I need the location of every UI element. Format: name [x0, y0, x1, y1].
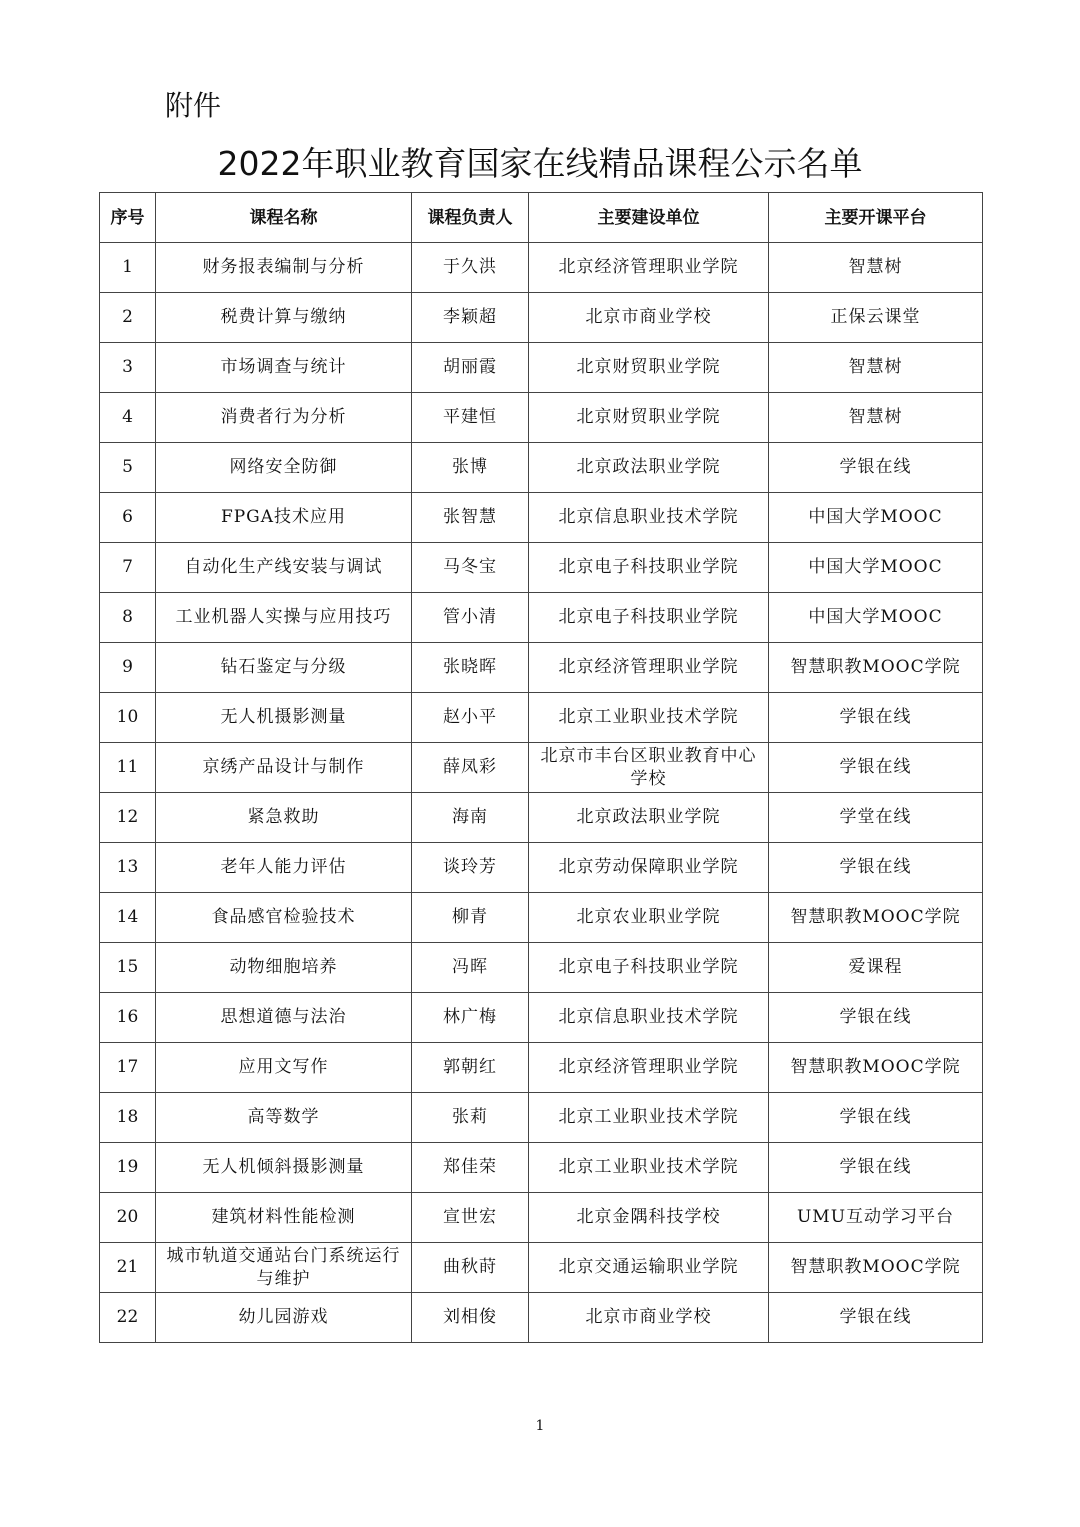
- institution: 北京农业职业学院: [529, 893, 769, 943]
- institution: 北京劳动保障职业学院: [529, 843, 769, 893]
- institution: 北京金隅科技学校: [529, 1193, 769, 1243]
- course-name: 食品感官检验技术: [156, 893, 412, 943]
- platform: 中国大学MOOC: [769, 493, 983, 543]
- table-row: [100, 1143, 983, 1193]
- table-row: [100, 943, 983, 993]
- row-index: 14: [100, 893, 156, 943]
- course-name: 建筑材料性能检测: [156, 1193, 412, 1243]
- row-index: 12: [100, 793, 156, 843]
- course-lead: 张莉: [412, 1093, 529, 1143]
- institution: 北京工业职业技术学院: [529, 693, 769, 743]
- platform: 智慧树: [769, 393, 983, 443]
- page-number: 1: [535, 1418, 545, 1434]
- institution: 北京政法职业学院: [529, 793, 769, 843]
- institution: 北京电子科技职业学院: [529, 593, 769, 643]
- platform: 学银在线: [769, 843, 983, 893]
- table-row: [100, 393, 983, 443]
- table-body: [100, 243, 983, 1343]
- header-index: 序号: [100, 193, 156, 243]
- institution: 北京工业职业技术学院: [529, 1093, 769, 1143]
- course-name: 老年人能力评估: [156, 843, 412, 893]
- row-index: 7: [100, 543, 156, 593]
- row-index: 11: [100, 743, 156, 793]
- institution: 北京市商业学校: [529, 1293, 769, 1343]
- institution: 北京经济管理职业学院: [529, 1043, 769, 1093]
- course-lead: 于久洪: [412, 243, 529, 293]
- header-platform: 主要开课平台: [769, 193, 983, 243]
- course-name: 动物细胞培养: [156, 943, 412, 993]
- course-lead: 郭朝红: [412, 1043, 529, 1093]
- row-index: 2: [100, 293, 156, 343]
- course-lead: 宣世宏: [412, 1193, 529, 1243]
- institution: 北京工业职业技术学院: [529, 1143, 769, 1193]
- institution: 北京财贸职业学院: [529, 343, 769, 393]
- course-lead: 张晓晖: [412, 643, 529, 693]
- institution: 北京经济管理职业学院: [529, 243, 769, 293]
- institution: 北京电子科技职业学院: [529, 543, 769, 593]
- institution: 北京信息职业技术学院: [529, 993, 769, 1043]
- course-name: 网络安全防御: [156, 443, 412, 493]
- header-institution: 主要建设单位: [529, 193, 769, 243]
- course-lead: 曲秋莳: [412, 1243, 529, 1293]
- course-name: 无人机摄影测量: [156, 693, 412, 743]
- course-lead: 林广梅: [412, 993, 529, 1043]
- table-row: [100, 493, 983, 543]
- row-index: 4: [100, 393, 156, 443]
- platform: 学银在线: [769, 1093, 983, 1143]
- row-index: 17: [100, 1043, 156, 1093]
- table-header-row: [100, 193, 983, 243]
- course-lead: 平建恒: [412, 393, 529, 443]
- table-row: [100, 743, 983, 793]
- table-row: [100, 693, 983, 743]
- table-row: [100, 843, 983, 893]
- table-row: [100, 1293, 983, 1343]
- row-index: 5: [100, 443, 156, 493]
- row-index: 10: [100, 693, 156, 743]
- row-index: 13: [100, 843, 156, 893]
- institution: 北京市商业学校: [529, 293, 769, 343]
- course-lead: 海南: [412, 793, 529, 843]
- course-name: FPGA技术应用: [156, 493, 412, 543]
- table-row: [100, 443, 983, 493]
- course-name: 高等数学: [156, 1093, 412, 1143]
- course-lead: 张博: [412, 443, 529, 493]
- course-name: 自动化生产线安装与调试: [156, 543, 412, 593]
- institution: 北京政法职业学院: [529, 443, 769, 493]
- course-lead: 赵小平: [412, 693, 529, 743]
- institution: 北京信息职业技术学院: [529, 493, 769, 543]
- platform: 正保云课堂: [769, 293, 983, 343]
- table-row: [100, 543, 983, 593]
- platform: 智慧树: [769, 343, 983, 393]
- institution: 北京财贸职业学院: [529, 393, 769, 443]
- course-lead: 张智慧: [412, 493, 529, 543]
- row-index: 6: [100, 493, 156, 543]
- table-row: [100, 243, 983, 293]
- table-row: [100, 793, 983, 843]
- institution: 北京经济管理职业学院: [529, 643, 769, 693]
- table-row: [100, 1193, 983, 1243]
- header-course-name: 课程名称: [156, 193, 412, 243]
- platform: 学银在线: [769, 1143, 983, 1193]
- platform: 智慧树: [769, 243, 983, 293]
- table-row: [100, 893, 983, 943]
- platform: 智慧职教MOOC学院: [769, 1243, 983, 1293]
- course-lead: 管小清: [412, 593, 529, 643]
- course-name: 工业机器人实操与应用技巧: [156, 593, 412, 643]
- table-row: [100, 1093, 983, 1143]
- table-row: [100, 593, 983, 643]
- table-row: [100, 643, 983, 693]
- row-index: 18: [100, 1093, 156, 1143]
- table-row: [100, 1243, 983, 1293]
- course-lead: 胡丽霞: [412, 343, 529, 393]
- platform: 中国大学MOOC: [769, 543, 983, 593]
- course-name: 市场调查与统计: [156, 343, 412, 393]
- course-name: 城市轨道交通站台门系统运行与维护: [156, 1243, 412, 1293]
- table-row: [100, 293, 983, 343]
- platform: 学银在线: [769, 693, 983, 743]
- course-name: 税费计算与缴纳: [156, 293, 412, 343]
- document-title: 2022年职业教育国家在线精品课程公示名单: [217, 144, 863, 183]
- course-lead: 郑佳荣: [412, 1143, 529, 1193]
- course-name: 紧急救助: [156, 793, 412, 843]
- platform: 学银在线: [769, 443, 983, 493]
- platform: UMU互动学习平台: [769, 1193, 983, 1243]
- row-index: 20: [100, 1193, 156, 1243]
- table-row: [100, 1043, 983, 1093]
- platform: 智慧职教MOOC学院: [769, 893, 983, 943]
- platform: 中国大学MOOC: [769, 593, 983, 643]
- row-index: 9: [100, 643, 156, 693]
- row-index: 22: [100, 1293, 156, 1343]
- platform: 学银在线: [769, 993, 983, 1043]
- table-row: [100, 343, 983, 393]
- row-index: 3: [100, 343, 156, 393]
- course-name: 财务报表编制与分析: [156, 243, 412, 293]
- course-list-table: [99, 192, 983, 1343]
- course-name: 钻石鉴定与分级: [156, 643, 412, 693]
- header-course-lead: 课程负责人: [412, 193, 529, 243]
- platform: 爱课程: [769, 943, 983, 993]
- course-name: 思想道德与法治: [156, 993, 412, 1043]
- course-name: 幼儿园游戏: [156, 1293, 412, 1343]
- platform: 学银在线: [769, 743, 983, 793]
- course-lead: 柳青: [412, 893, 529, 943]
- row-index: 19: [100, 1143, 156, 1193]
- institution: 北京交通运输职业学院: [529, 1243, 769, 1293]
- row-index: 15: [100, 943, 156, 993]
- course-lead: 谈玲芳: [412, 843, 529, 893]
- course-lead: 马冬宝: [412, 543, 529, 593]
- platform: 学银在线: [769, 1293, 983, 1343]
- course-lead: 薛凤彩: [412, 743, 529, 793]
- course-name: 消费者行为分析: [156, 393, 412, 443]
- table-row: [100, 993, 983, 1043]
- row-index: 1: [100, 243, 156, 293]
- row-index: 8: [100, 593, 156, 643]
- row-index: 16: [100, 993, 156, 1043]
- course-lead: 李颖超: [412, 293, 529, 343]
- course-lead: 刘相俊: [412, 1293, 529, 1343]
- platform: 智慧职教MOOC学院: [769, 643, 983, 693]
- platform: 学堂在线: [769, 793, 983, 843]
- institution: 北京市丰台区职业教育中心学校: [529, 743, 769, 793]
- institution: 北京电子科技职业学院: [529, 943, 769, 993]
- platform: 智慧职教MOOC学院: [769, 1043, 983, 1093]
- row-index: 21: [100, 1243, 156, 1293]
- course-name: 无人机倾斜摄影测量: [156, 1143, 412, 1193]
- course-name: 京绣产品设计与制作: [156, 743, 412, 793]
- course-name: 应用文写作: [156, 1043, 412, 1093]
- course-lead: 冯晖: [412, 943, 529, 993]
- attachment-label: 附件: [165, 89, 222, 122]
